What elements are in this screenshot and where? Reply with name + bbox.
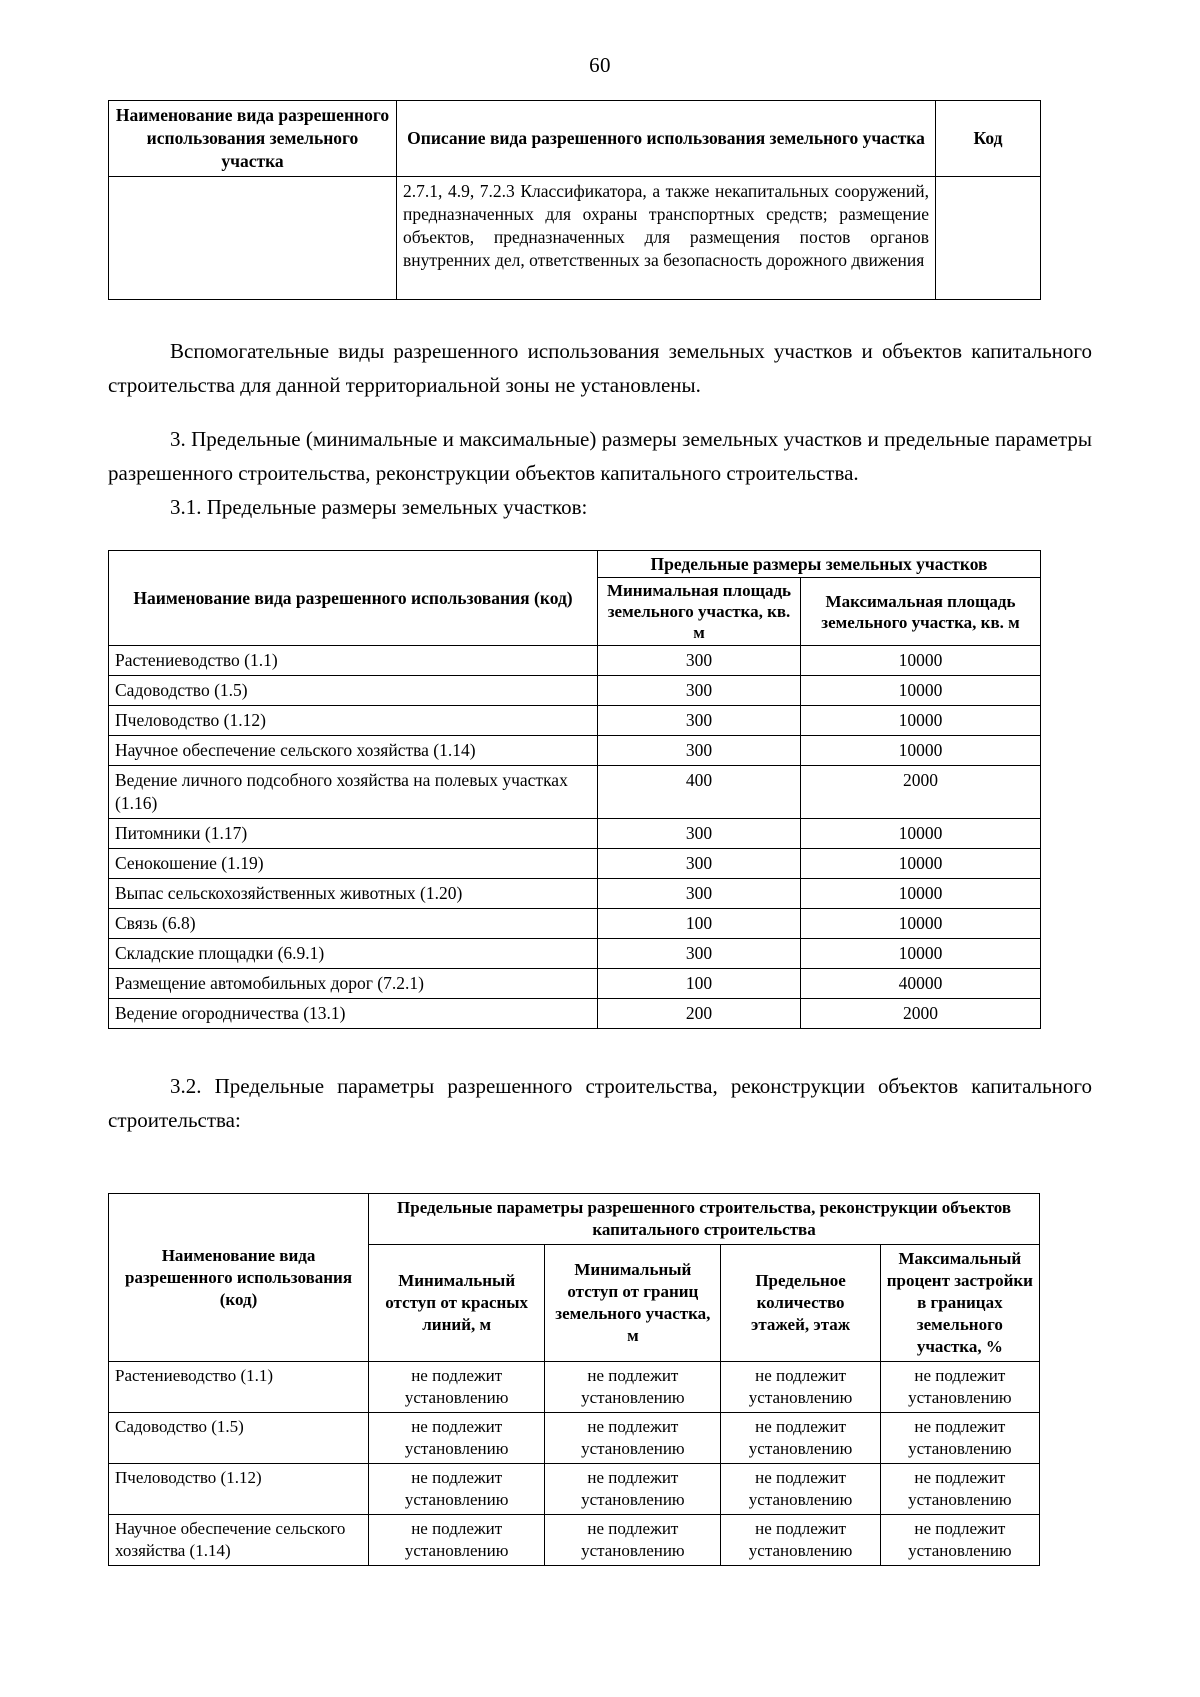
table-row (109, 676, 1041, 706)
table-construction-parameters (108, 1193, 1040, 1566)
cell-max-percent: не подлежит установлению (880, 1515, 1039, 1566)
cell-name: Питомники (1.17) (109, 819, 598, 849)
table-land-plot-sizes (108, 550, 1041, 1029)
cell-name: Выпас сельскохозяйственных животных (1.20) (109, 879, 598, 909)
cell-name: Ведение личного подсобного хозяйства на полевых участках (1.16) (109, 766, 598, 819)
cell-max-area: 10000 (801, 706, 1041, 736)
cell-max-area: 40000 (801, 969, 1041, 999)
cell-min-area: 300 (598, 819, 801, 849)
cell-code (936, 177, 1041, 300)
cell-description: 2.7.1, 4.9, 7.2.3 Классификатора, а также некапитальных сооружений, предназначенных для охраны транспортных средств; размещение объектов, предназначенных для размещения постов органов внутренних дел, ответственных за безопасность дорожного движения (397, 177, 936, 300)
cell-max-percent: не подлежит установлению (880, 1464, 1039, 1515)
cell-min-area: 300 (598, 849, 801, 879)
paragraph-item-3: 3. Предельные (минимальные и максимальные) размеры земельных участков и предельные параметры разрешенного строительства, реконструкции объектов капитального строительства. (108, 427, 1092, 485)
table-row (109, 177, 1041, 300)
paragraph-auxiliary-uses: Вспомогательные виды разрешенного использования земельных участков и объектов капитального строительства для данной территориальной зоны не установлены. (108, 339, 1092, 397)
cell-max-area: 10000 (801, 909, 1041, 939)
cell-min-red-line: не подлежит установлению (369, 1362, 545, 1413)
cell-name: Ведение огородничества (13.1) (109, 999, 598, 1029)
cell-min-red-line: не подлежит установлению (369, 1464, 545, 1515)
column-header-max-percent: Максимальный процент застройки в границах земельного участка, % (880, 1245, 1039, 1362)
cell-min-red-line: не подлежит установлению (369, 1413, 545, 1464)
cell-max-floors: не подлежит установлению (721, 1362, 880, 1413)
cell-name: Научное обеспечение сельского хозяйства (1.14) (109, 1515, 369, 1566)
paragraph-item-3-2: 3.2. Предельные параметры разрешенного строительства, реконструкции объектов капитального строительства: (108, 1074, 1092, 1132)
cell-min-boundary: не подлежит установлению (545, 1464, 721, 1515)
table-permitted-use-types (108, 100, 1041, 300)
cell-max-area: 10000 (801, 819, 1041, 849)
cell-max-area: 10000 (801, 939, 1041, 969)
column-header-group-parameters: Предельные параметры разрешенного строительства, реконструкции объектов капитального строительства (369, 1194, 1040, 1245)
cell-min-area: 100 (598, 969, 801, 999)
cell-name: Связь (6.8) (109, 909, 598, 939)
table-row (109, 879, 1041, 909)
cell-min-boundary: не подлежит установлению (545, 1362, 721, 1413)
column-header-name: Наименование вида разрешенного использования (код) (109, 1194, 369, 1362)
table-body (109, 1362, 1040, 1566)
cell-max-floors: не подлежит установлению (721, 1464, 880, 1515)
table-header-row-group (109, 1194, 1040, 1245)
paragraph-item-3-1: 3.1. Предельные размеры земельных участков: (170, 495, 588, 519)
column-header-min-area: Минимальная площадь земельного участка, кв. м (598, 578, 801, 646)
cell-name: Садоводство (1.5) (109, 676, 598, 706)
cell-min-area: 400 (598, 766, 801, 819)
cell-min-boundary: не подлежит установлению (545, 1515, 721, 1566)
cell-max-area: 10000 (801, 879, 1041, 909)
cell-name: Садоводство (1.5) (109, 1413, 369, 1464)
table-row (109, 766, 1041, 819)
table-row (109, 706, 1041, 736)
page-number: 60 (589, 53, 611, 77)
cell-min-area: 300 (598, 939, 801, 969)
cell-name: Растениеводство (1.1) (109, 1362, 369, 1413)
table-header-row (109, 101, 1041, 177)
cell-name: Пчеловодство (1.12) (109, 1464, 369, 1515)
cell-name: Пчеловодство (1.12) (109, 706, 598, 736)
table-row (109, 849, 1041, 879)
table-row (109, 1362, 1040, 1413)
cell-min-area: 300 (598, 676, 801, 706)
cell-max-area: 10000 (801, 736, 1041, 766)
cell-max-floors: не подлежит установлению (721, 1515, 880, 1566)
cell-min-area: 300 (598, 736, 801, 766)
column-header-min-boundary: Минимальный отступ от границ земельного участка, м (545, 1245, 721, 1362)
table-row (109, 939, 1041, 969)
cell-min-area: 200 (598, 999, 801, 1029)
cell-max-area: 2000 (801, 999, 1041, 1029)
table-header-row-group (109, 551, 1041, 578)
cell-max-area: 2000 (801, 766, 1041, 819)
table-row (109, 1515, 1040, 1566)
table-row (109, 736, 1041, 766)
column-header-min-red-line: Минимальный отступ от красных линий, м (369, 1245, 545, 1362)
table-body (109, 646, 1041, 1029)
column-header-description: Описание вида разрешенного использования земельного участка (397, 101, 936, 177)
cell-max-percent: не подлежит установлению (880, 1362, 1039, 1413)
cell-name: Растениеводство (1.1) (109, 646, 598, 676)
table-row (109, 999, 1041, 1029)
cell-name: Научное обеспечение сельского хозяйства (1.14) (109, 736, 598, 766)
cell-name (109, 177, 397, 300)
cell-min-area: 300 (598, 706, 801, 736)
table-row (109, 969, 1041, 999)
cell-min-area: 300 (598, 879, 801, 909)
cell-name: Складские площадки (6.9.1) (109, 939, 598, 969)
table-row (109, 1413, 1040, 1464)
cell-max-area: 10000 (801, 849, 1041, 879)
cell-max-area: 10000 (801, 646, 1041, 676)
cell-max-percent: не подлежит установлению (880, 1413, 1039, 1464)
table-row (109, 819, 1041, 849)
cell-max-area: 10000 (801, 676, 1041, 706)
column-header-name: Наименование вида разрешенного использования земельного участка (109, 101, 397, 177)
column-header-code: Код (936, 101, 1041, 177)
cell-min-area: 100 (598, 909, 801, 939)
table-row (109, 646, 1041, 676)
column-header-max-floors: Предельное количество этажей, этаж (721, 1245, 880, 1362)
column-header-name: Наименование вида разрешенного использования (код) (109, 551, 598, 646)
cell-name: Размещение автомобильных дорог (7.2.1) (109, 969, 598, 999)
cell-max-floors: не подлежит установлению (721, 1413, 880, 1464)
cell-min-area: 300 (598, 646, 801, 676)
cell-name: Сенокошение (1.19) (109, 849, 598, 879)
cell-min-red-line: не подлежит установлению (369, 1515, 545, 1566)
table-row (109, 1464, 1040, 1515)
column-header-group-sizes: Предельные размеры земельных участков (598, 551, 1041, 578)
cell-min-boundary: не подлежит установлению (545, 1413, 721, 1464)
table-row (109, 909, 1041, 939)
column-header-max-area: Максимальная площадь земельного участка, кв. м (801, 578, 1041, 646)
